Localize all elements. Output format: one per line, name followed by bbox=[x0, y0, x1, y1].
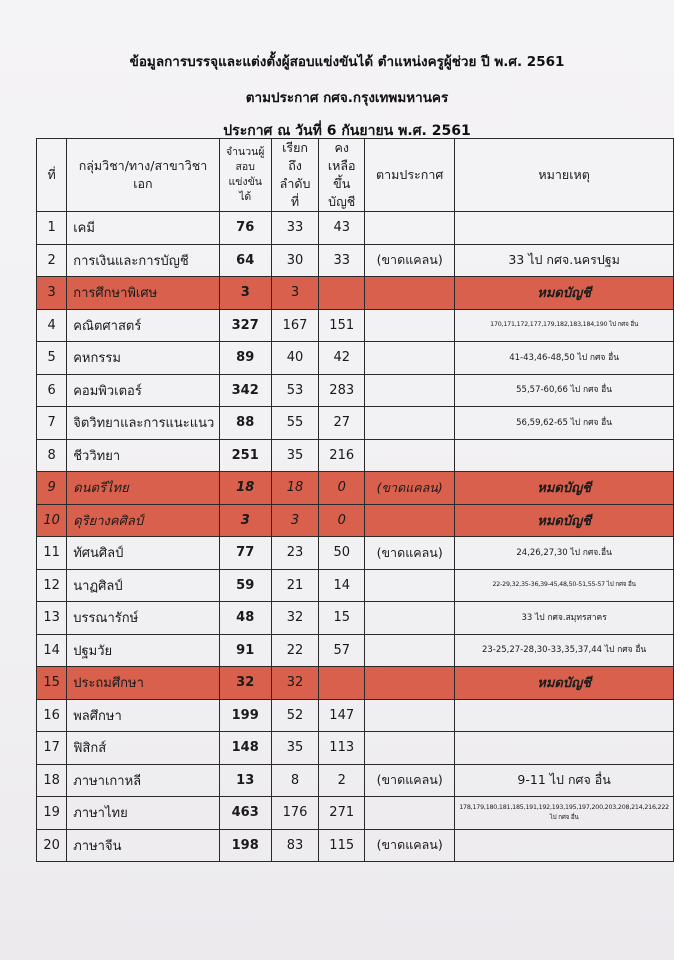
announcement-cell bbox=[365, 374, 455, 407]
called-rank-cell: 35 bbox=[271, 439, 319, 472]
subject-cell: คณิตศาสตร์ bbox=[67, 309, 219, 342]
subject-cell: ภาษาจีน bbox=[67, 829, 219, 862]
remaining-cell: 113 bbox=[319, 732, 365, 765]
row-number: 10 bbox=[37, 504, 67, 537]
col-header-announcement: ตามประกาศ bbox=[365, 139, 455, 212]
remaining-cell: 42 bbox=[319, 342, 365, 375]
announcement-cell bbox=[365, 342, 455, 375]
remaining-cell: 271 bbox=[319, 797, 365, 830]
called-rank-cell: 21 bbox=[271, 569, 319, 602]
announcement-cell: (ขาดแคลน) bbox=[365, 472, 455, 505]
announcement-cell bbox=[365, 439, 455, 472]
called-rank-cell: 35 bbox=[271, 732, 319, 765]
passed-count-cell: 327 bbox=[219, 309, 271, 342]
announcement-cell bbox=[365, 699, 455, 732]
table-row bbox=[37, 537, 674, 570]
row-number: 7 bbox=[37, 407, 67, 440]
remaining-cell: 216 bbox=[319, 439, 365, 472]
passed-count-cell: 3 bbox=[219, 504, 271, 537]
passed-count-cell: 88 bbox=[219, 407, 271, 440]
passed-count-cell: 148 bbox=[219, 732, 271, 765]
subject-cell: จิตวิทยาและการแนะแนว bbox=[67, 407, 219, 440]
table-row bbox=[37, 472, 674, 505]
subject-cell: ประถมศึกษา bbox=[67, 667, 219, 700]
col-header-passed: จำนวนผู้สอบแข่งขันได้ bbox=[219, 139, 271, 212]
called-rank-cell: 3 bbox=[271, 504, 319, 537]
row-number: 9 bbox=[37, 472, 67, 505]
remark-cell bbox=[455, 732, 674, 765]
passed-count-cell: 342 bbox=[219, 374, 271, 407]
called-rank-cell: 83 bbox=[271, 829, 319, 862]
announcement-cell bbox=[365, 667, 455, 700]
subject-cell: บรรณารักษ์ bbox=[67, 602, 219, 635]
remark-cell: หมดบัญชี bbox=[455, 504, 674, 537]
table-row bbox=[37, 439, 674, 472]
subject-cell: คอมพิวเตอร์ bbox=[67, 374, 219, 407]
called-rank-cell: 22 bbox=[271, 634, 319, 667]
passed-count-cell: 198 bbox=[219, 829, 271, 862]
remaining-cell: 43 bbox=[319, 212, 365, 245]
col-header-no: ที่ bbox=[37, 139, 67, 212]
row-number: 1 bbox=[37, 212, 67, 245]
remark-cell: 22-29,32,35-36,39-45,48,50-51,55-57 ไป กศจ อื่น bbox=[455, 569, 674, 602]
table-row bbox=[37, 569, 674, 602]
col-header-remaining: คงเหลือขึ้นบัญชี bbox=[319, 139, 365, 212]
col-header-subject: กลุ่มวิชา/ทาง/สาขาวิชาเอก bbox=[67, 139, 219, 212]
table-row bbox=[37, 667, 674, 700]
announcement-cell: (ขาดแคลน) bbox=[365, 537, 455, 570]
announcement-cell: (ขาดแคลน) bbox=[365, 829, 455, 862]
passed-count-cell: 59 bbox=[219, 569, 271, 602]
remaining-cell: 151 bbox=[319, 309, 365, 342]
table-header-row bbox=[37, 139, 674, 212]
remark-cell: 24,26,27,30 ไป กศจ.อื่น bbox=[455, 537, 674, 570]
announcement-cell: (ขาดแคลน) bbox=[365, 244, 455, 277]
subject-cell: พลศึกษา bbox=[67, 699, 219, 732]
remark-cell: 170,171,172,177,179,182,183,184,190 ไป กศจ อื่น bbox=[455, 309, 674, 342]
subject-cell: การเงินและการบัญชี bbox=[67, 244, 219, 277]
table-row bbox=[37, 342, 674, 375]
table-row bbox=[37, 244, 674, 277]
remark-cell bbox=[455, 699, 674, 732]
called-rank-cell: 167 bbox=[271, 309, 319, 342]
announcement-cell bbox=[365, 634, 455, 667]
remark-cell: 41-43,46-48,50 ไป กศจ อื่น bbox=[455, 342, 674, 375]
subject-cell: ดุริยางคศิลป์ bbox=[67, 504, 219, 537]
passed-count-cell: 64 bbox=[219, 244, 271, 277]
table-row bbox=[37, 732, 674, 765]
announcement-cell bbox=[365, 277, 455, 310]
row-number: 11 bbox=[37, 537, 67, 570]
row-number: 14 bbox=[37, 634, 67, 667]
remaining-cell: 283 bbox=[319, 374, 365, 407]
table-row bbox=[37, 797, 674, 830]
document-title: ข้อมูลการบรรจุและแต่งตั้งผู้สอบแข่งขันได้ ตำแหน่งครูผู้ช่วย ปี พ.ศ. 2561 bbox=[129, 54, 565, 70]
remaining-cell: 27 bbox=[319, 407, 365, 440]
called-rank-cell: 30 bbox=[271, 244, 319, 277]
subject-cell: ชีววิทยา bbox=[67, 439, 219, 472]
announcement-cell bbox=[365, 569, 455, 602]
remaining-cell: 50 bbox=[319, 537, 365, 570]
called-rank-cell: 32 bbox=[271, 667, 319, 700]
table-row bbox=[37, 699, 674, 732]
remark-cell: 33 ไป กศจ.สมุทรสาคร bbox=[455, 602, 674, 635]
remark-cell: หมดบัญชี bbox=[455, 277, 674, 310]
remark-cell: หมดบัญชี bbox=[455, 472, 674, 505]
subject-cell: ภาษาไทย bbox=[67, 797, 219, 830]
announcement-cell bbox=[365, 504, 455, 537]
subject-cell: คหกรรม bbox=[67, 342, 219, 375]
subject-cell: เคมี bbox=[67, 212, 219, 245]
passed-count-cell: 13 bbox=[219, 764, 271, 797]
remaining-cell: 57 bbox=[319, 634, 365, 667]
passed-count-cell: 48 bbox=[219, 602, 271, 635]
called-rank-cell: 176 bbox=[271, 797, 319, 830]
announcement-cell bbox=[365, 797, 455, 830]
row-number: 5 bbox=[37, 342, 67, 375]
announcement-date: ประกาศ ณ วันที่ 6 กันยายน พ.ศ. 2561 bbox=[223, 123, 471, 139]
called-rank-cell: 40 bbox=[271, 342, 319, 375]
remaining-cell bbox=[319, 277, 365, 310]
subject-cell: นาฏศิลป์ bbox=[67, 569, 219, 602]
passed-count-cell: 251 bbox=[219, 439, 271, 472]
table-row bbox=[37, 829, 674, 862]
remark-cell: 33 ไป กศจ.นครปฐม bbox=[455, 244, 674, 277]
remaining-cell bbox=[319, 667, 365, 700]
passed-count-cell: 76 bbox=[219, 212, 271, 245]
subject-cell: ภาษาเกาหลี bbox=[67, 764, 219, 797]
remaining-cell: 0 bbox=[319, 472, 365, 505]
subject-cell: ปฐมวัย bbox=[67, 634, 219, 667]
remaining-cell: 115 bbox=[319, 829, 365, 862]
remaining-cell: 14 bbox=[319, 569, 365, 602]
row-number: 2 bbox=[37, 244, 67, 277]
table-row bbox=[37, 374, 674, 407]
called-rank-cell: 3 bbox=[271, 277, 319, 310]
row-number: 3 bbox=[37, 277, 67, 310]
remark-cell: หมดบัญชี bbox=[455, 667, 674, 700]
called-rank-cell: 55 bbox=[271, 407, 319, 440]
remark-cell: 9-11 ไป กศจ อื่น bbox=[455, 764, 674, 797]
subject-cell: ดนตรีไทย bbox=[67, 472, 219, 505]
passed-count-cell: 18 bbox=[219, 472, 271, 505]
announcement-cell bbox=[365, 309, 455, 342]
called-rank-cell: 32 bbox=[271, 602, 319, 635]
row-number: 12 bbox=[37, 569, 67, 602]
passed-count-cell: 91 bbox=[219, 634, 271, 667]
subject-cell: ทัศนศิลป์ bbox=[67, 537, 219, 570]
called-rank-cell: 52 bbox=[271, 699, 319, 732]
remaining-cell: 147 bbox=[319, 699, 365, 732]
table-row bbox=[37, 277, 674, 310]
announcement-cell bbox=[365, 602, 455, 635]
row-number: 16 bbox=[37, 699, 67, 732]
row-number: 15 bbox=[37, 667, 67, 700]
remaining-cell: 0 bbox=[319, 504, 365, 537]
table-row bbox=[37, 309, 674, 342]
remark-cell: 56,59,62-65 ไป กศจ อื่น bbox=[455, 407, 674, 440]
passed-count-cell: 3 bbox=[219, 277, 271, 310]
called-rank-cell: 53 bbox=[271, 374, 319, 407]
announcement-cell bbox=[365, 407, 455, 440]
row-number: 8 bbox=[37, 439, 67, 472]
announcement-cell bbox=[365, 212, 455, 245]
subject-cell: ฟิสิกส์ bbox=[67, 732, 219, 765]
row-number: 17 bbox=[37, 732, 67, 765]
row-number: 6 bbox=[37, 374, 67, 407]
table-row bbox=[37, 602, 674, 635]
remark-cell bbox=[455, 439, 674, 472]
table-row bbox=[37, 764, 674, 797]
table-row bbox=[37, 504, 674, 537]
remaining-cell: 15 bbox=[319, 602, 365, 635]
called-rank-cell: 23 bbox=[271, 537, 319, 570]
passed-count-cell: 199 bbox=[219, 699, 271, 732]
recruitment-table bbox=[36, 138, 674, 862]
announcement-cell: (ขาดแคลน) bbox=[365, 764, 455, 797]
row-number: 20 bbox=[37, 829, 67, 862]
remark-cell bbox=[455, 212, 674, 245]
remark-cell: 178,179,180,181,185,191,192,193,195,197,200,203,208,214,216,222 ไป กศจ อื่น bbox=[455, 797, 674, 830]
remark-cell: 55,57-60,66 ไป กศจ อื่น bbox=[455, 374, 674, 407]
table-body bbox=[37, 212, 674, 862]
passed-count-cell: 77 bbox=[219, 537, 271, 570]
row-number: 18 bbox=[37, 764, 67, 797]
called-rank-cell: 8 bbox=[271, 764, 319, 797]
table-row bbox=[37, 212, 674, 245]
subject-cell: การศึกษาพิเศษ bbox=[67, 277, 219, 310]
remark-cell bbox=[455, 829, 674, 862]
document-subtitle: ตามประกาศ กศจ.กรุงเทพมหานคร bbox=[245, 90, 449, 106]
table-row bbox=[37, 634, 674, 667]
called-rank-cell: 33 bbox=[271, 212, 319, 245]
col-header-remark: หมายเหตุ bbox=[455, 139, 674, 212]
remaining-cell: 33 bbox=[319, 244, 365, 277]
row-number: 4 bbox=[37, 309, 67, 342]
table-row bbox=[37, 407, 674, 440]
row-number: 13 bbox=[37, 602, 67, 635]
remark-cell: 23-25,27-28,30-33,35,37,44 ไป กศจ อื่น bbox=[455, 634, 674, 667]
row-number: 19 bbox=[37, 797, 67, 830]
remaining-cell: 2 bbox=[319, 764, 365, 797]
col-header-called: เรียกถึงลำดับที่ bbox=[271, 139, 319, 212]
passed-count-cell: 89 bbox=[219, 342, 271, 375]
announcement-cell bbox=[365, 732, 455, 765]
passed-count-cell: 32 bbox=[219, 667, 271, 700]
passed-count-cell: 463 bbox=[219, 797, 271, 830]
called-rank-cell: 18 bbox=[271, 472, 319, 505]
